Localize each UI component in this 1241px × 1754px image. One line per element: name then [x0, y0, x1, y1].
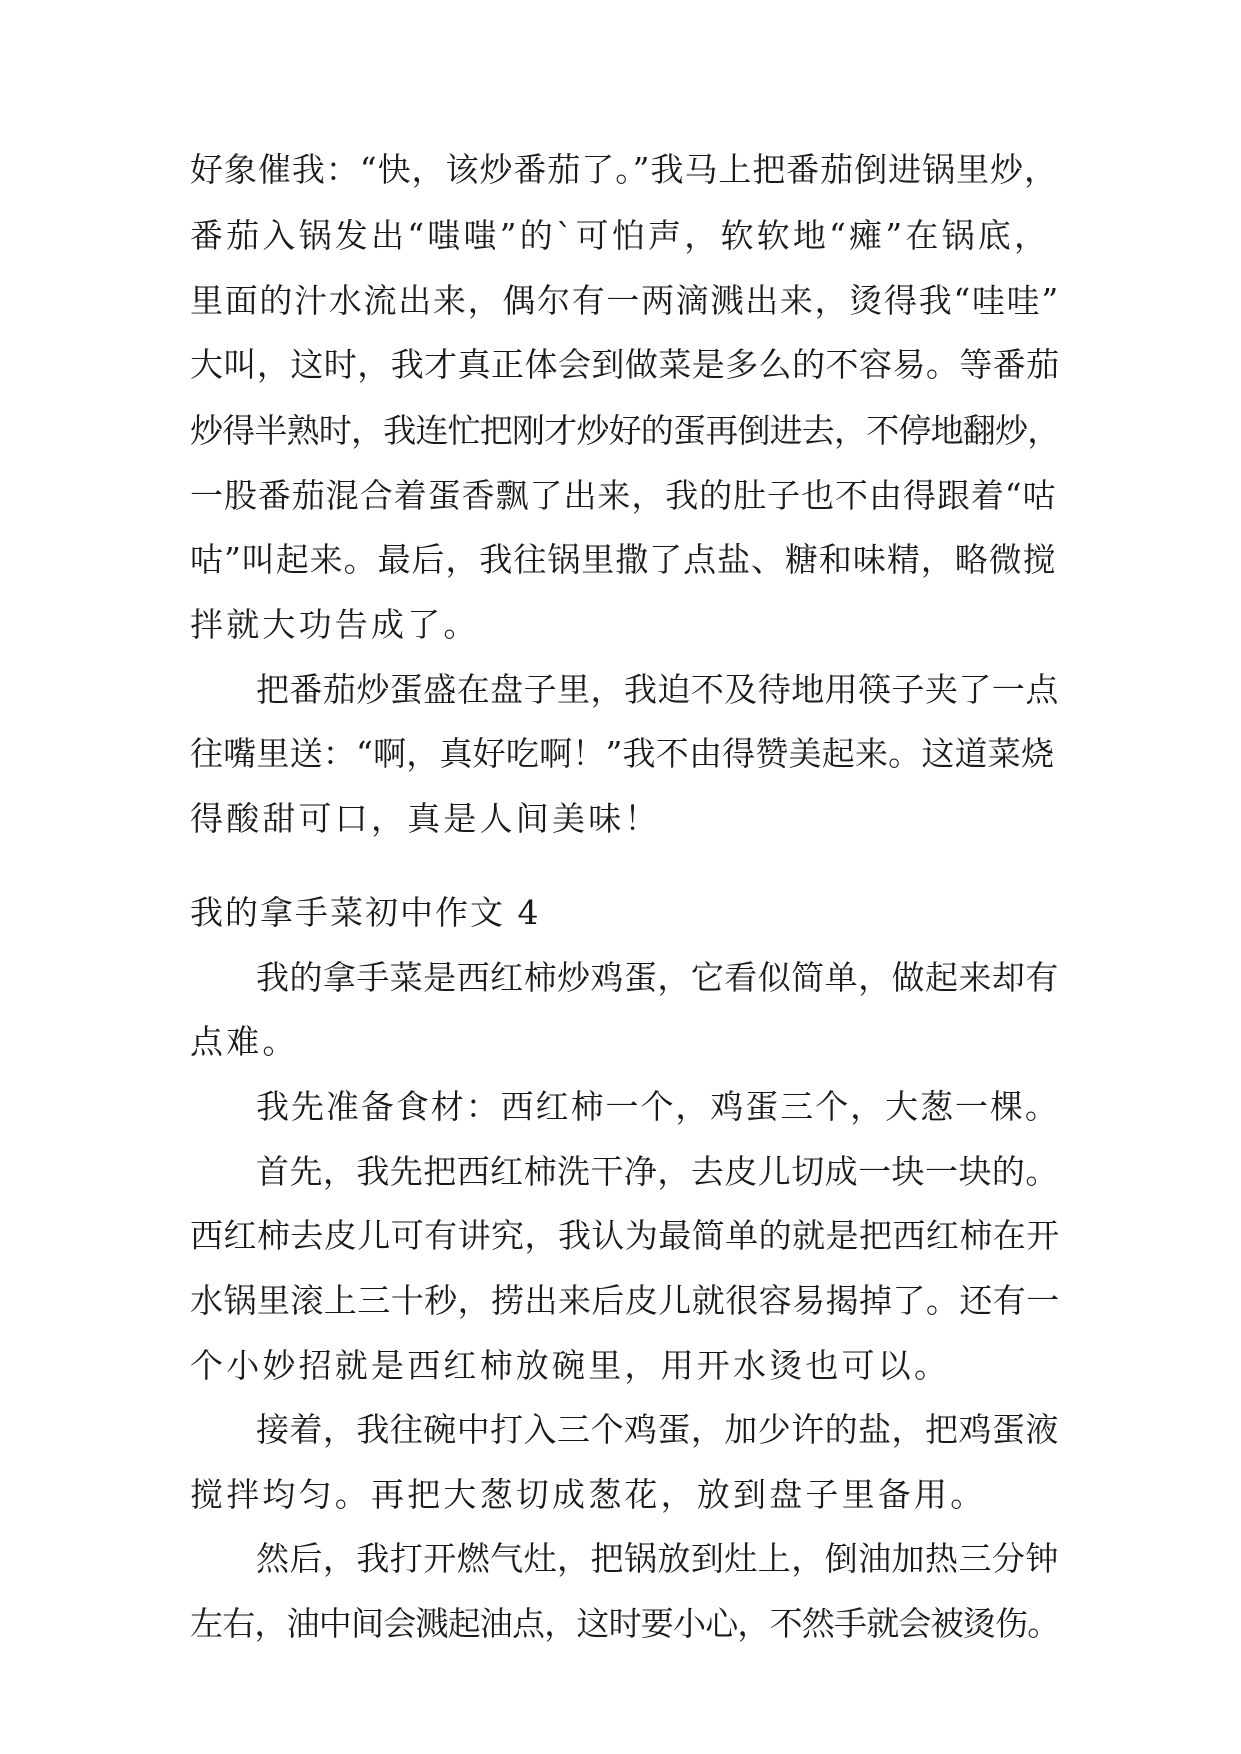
paragraph-line: 拌就大功告成了。	[190, 605, 480, 644]
paragraph-line: 个小妙招就是西红柿放碗里，用开水烫也可以。	[190, 1346, 951, 1385]
section-heading: 我的拿手菜初中作文 4	[190, 893, 541, 932]
paragraph-line: 搅拌均匀。再把大葱切成葱花，放到盘子里备用。	[190, 1475, 987, 1514]
paragraph-line: 番茄入锅发出“嗤嗤”的`可怕声，软软地“瘫”在锅底，	[190, 216, 1051, 255]
paragraph-line: 把番茄炒蛋盛在盘子里，我迫不及待地用筷子夹了一点	[256, 670, 1059, 709]
paragraph-line: 一股番茄混合着蛋香飘了出来，我的肚子也不由得跟着“咕	[190, 476, 1057, 515]
paragraph-line: 接着，我往碗中打入三个鸡蛋，加少许的盐，把鸡蛋液	[256, 1410, 1059, 1449]
paragraph-line: 得酸甜可口，真是人间美味！	[190, 799, 661, 838]
paragraph-line: 左右，油中间会溅起油点，这时要小心，不然手就会被烫伤。	[190, 1604, 1060, 1643]
paragraph-line: 水锅里滚上三十秒，捞出来后皮儿就很容易揭掉了。还有一	[190, 1281, 1060, 1320]
paragraph-line: 西红柿去皮儿可有讲究，我认为最简单的就是把西红柿在开	[190, 1216, 1060, 1255]
paragraph-line: 首先，我先把西红柿洗干净，去皮儿切成一块一块的。	[256, 1152, 1059, 1191]
paragraph-line: 炒得半熟时，我连忙把刚才炒好的蛋再倒进去，不停地翻炒，	[190, 411, 1060, 450]
paragraph-line: 大叫，这时，我才真正体会到做菜是多么的不容易。等番茄	[190, 345, 1060, 384]
paragraph-line: 我先准备食材：西红柿一个，鸡蛋三个，大葱一棵。	[256, 1087, 1060, 1126]
paragraph-line: 往嘴里送：“啊，真好吃啊！”我不由得赞美起来。这道菜烧	[190, 734, 1055, 773]
paragraph-line: 咕”叫起来。最后，我往锅里撒了点盐、糖和味精，略微搅	[190, 540, 1057, 579]
paragraph-line: 里面的汁水流出来，偶尔有一两滴溅出来，烫得我“哇哇”	[190, 281, 1060, 320]
paragraph-line: 我的拿手菜是西红柿炒鸡蛋，它看似简单，做起来却有	[256, 958, 1059, 997]
paragraph-line: 点难。	[190, 1022, 299, 1061]
paragraph-line: 好象催我：“快，该炒番茄了。”我马上把番茄倒进锅里炒，	[190, 150, 1058, 189]
paragraph-line: 然后，我打开燃气灶，把锅放到灶上，倒油加热三分钟	[256, 1539, 1059, 1578]
